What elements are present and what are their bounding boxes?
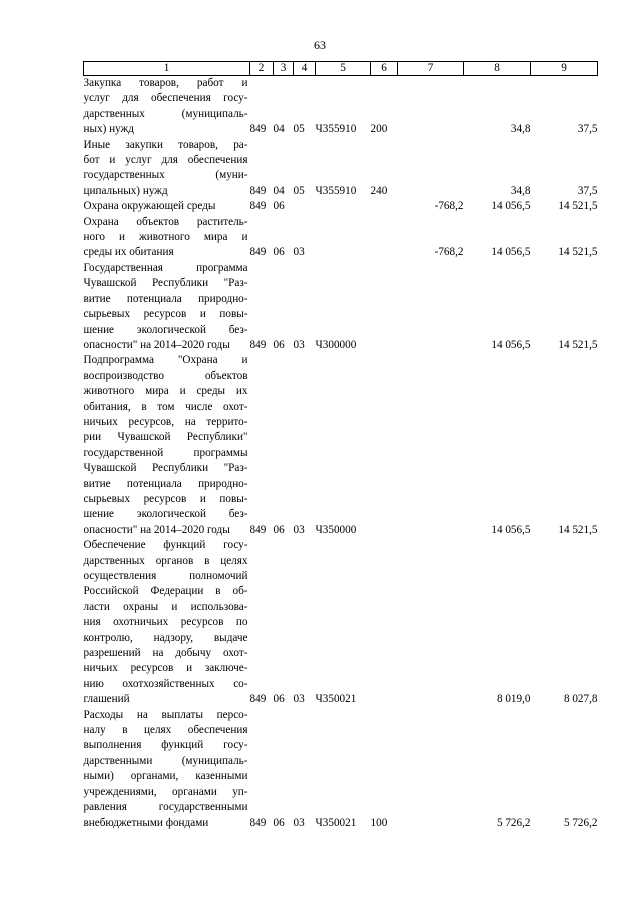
cell-amount-change: -768,2: [434, 200, 464, 213]
cell-amount-year2: 14 521,5: [558, 523, 598, 536]
description-line: опасности" на 2014–2020 годы: [83, 338, 230, 351]
table-row: [84, 138, 598, 200]
cell-pr: 05: [293, 184, 305, 197]
cell-rz: 04: [273, 123, 285, 136]
description-line: Обеспечение функций госу-: [83, 539, 248, 552]
description-line: воспроизводство объектов: [83, 369, 248, 382]
table-row: [84, 708, 598, 831]
cell-csr: Ч355910: [315, 123, 357, 136]
cell-vr: [371, 199, 398, 214]
description-line: учреждениями, органами уп-: [83, 785, 248, 798]
cell-amount-year2: 37,5: [577, 123, 598, 136]
column-header-7: 7: [398, 62, 464, 76]
description-line: шение экологической без-: [83, 508, 248, 521]
cell-amount-year2: 5 726,2: [563, 816, 598, 829]
column-header-5: 5: [316, 62, 371, 76]
cell-pr: 03: [293, 693, 305, 706]
cell-pr: 03: [293, 246, 305, 259]
description-line: среды их обитания: [83, 246, 174, 259]
cell-gr: 849: [249, 200, 267, 213]
cell-csr: [316, 199, 371, 214]
description-line: выполнения функций госу-: [83, 739, 248, 752]
cell-amount-change: [398, 353, 464, 538]
description-line: ными) органами, казенными: [83, 770, 248, 783]
row-description: [84, 138, 250, 200]
cell-gr: 849: [249, 693, 267, 706]
description-line: контролю, надзору, выдаче: [83, 631, 248, 644]
cell-csr: Ч350021: [315, 693, 357, 706]
cell-pr: 03: [293, 338, 305, 351]
description-line: ничьих ресурсов и заключе-: [83, 662, 248, 675]
cell-gr: 849: [249, 523, 267, 536]
cell-rz: 06: [273, 246, 285, 259]
cell-pr: [294, 199, 316, 214]
description-line: шение экологической без-: [83, 323, 248, 336]
description-line: услуг для обеспечения госу-: [83, 92, 248, 105]
description-line: Иные закупки товаров, ра-: [83, 138, 248, 151]
cell-csr: Ч350000: [315, 523, 357, 536]
row-description: [84, 538, 250, 707]
description-line: равления государственными: [83, 801, 248, 814]
cell-amount-year1: 34,8: [510, 123, 531, 136]
cell-vr: [371, 215, 398, 261]
cell-gr: 849: [249, 816, 267, 829]
cell-amount-year1: 14 056,5: [491, 200, 531, 213]
description-line: дарственными (муниципаль-: [83, 754, 248, 767]
cell-vr: [371, 353, 398, 538]
column-header-4: 4: [294, 62, 316, 76]
cell-amount-year1: 5 726,2: [496, 816, 531, 829]
description-line: ного и животного мира и: [83, 231, 248, 244]
column-header-1: 1: [84, 62, 250, 76]
cell-amount-year2: 14 521,5: [558, 246, 598, 259]
cell-csr: [316, 215, 371, 261]
cell-vr: 240: [370, 184, 388, 197]
description-line: государственной программы: [83, 446, 248, 459]
description-line: обитания, в том числе охот-: [83, 400, 248, 413]
cell-rz: 06: [273, 693, 285, 706]
description-line: нию охотхозяйственных со-: [83, 677, 248, 690]
table-row: [84, 538, 598, 707]
description-line: дарственных органов в целях: [83, 554, 248, 567]
row-description: [84, 708, 250, 831]
cell-csr: Ч355910: [315, 184, 357, 197]
description-line: Российской Федерации в об-: [83, 585, 248, 598]
description-line: Государственная программа: [83, 261, 248, 274]
row-description: [84, 76, 250, 138]
column-header-9: 9: [531, 62, 598, 76]
description-line: Охрана окружающей среды: [83, 200, 216, 213]
cell-rz: 04: [273, 184, 285, 197]
description-line: Чувашской Республики "Раз-: [83, 462, 248, 475]
cell-amount-year1: 14 056,5: [491, 246, 531, 259]
description-line: Охрана объектов раститель-: [83, 215, 248, 228]
table-row: [84, 353, 598, 538]
cell-amount-change: [398, 76, 464, 138]
description-line: витие потенциала природно-: [83, 477, 248, 490]
description-line: глашений: [83, 693, 130, 706]
description-line: дарственных (муниципаль-: [83, 107, 248, 120]
cell-pr: 03: [293, 816, 305, 829]
cell-rz: 06: [273, 816, 285, 829]
column-header-2: 2: [250, 62, 274, 76]
cell-amount-year2: 14 521,5: [558, 338, 598, 351]
cell-vr: [371, 538, 398, 707]
table-body: [84, 76, 598, 831]
description-line: сырьевых ресурсов и повы-: [83, 492, 248, 505]
description-line: витие потенциала природно-: [83, 292, 248, 305]
description-line: ничьих ресурсов, на террито-: [83, 415, 248, 428]
column-header-3: 3: [274, 62, 294, 76]
cell-csr: Ч300000: [315, 338, 357, 351]
description-line: осуществления полномочий: [83, 570, 248, 582]
cell-amount-year2: 8 027,8: [563, 693, 598, 706]
page-number: 63: [314, 38, 326, 52]
cell-amount-change: [398, 538, 464, 707]
cell-amount-year2: 37,5: [577, 184, 598, 197]
cell-amount-change: [398, 261, 464, 353]
cell-amount-year1: 14 056,5: [491, 523, 531, 536]
cell-amount-year1: 34,8: [510, 184, 531, 197]
cell-vr: [371, 261, 398, 353]
description-line: Закупка товаров, работ и: [83, 77, 248, 89]
cell-amount-change: [398, 138, 464, 200]
cell-vr: 100: [370, 816, 388, 829]
cell-pr: 05: [293, 123, 305, 136]
budget-table: [83, 61, 598, 831]
cell-rz: 06: [273, 338, 285, 351]
table-header-row: [84, 62, 598, 76]
description-line: животного мира и среды их: [83, 385, 248, 398]
cell-amount-change: [398, 708, 464, 831]
row-description: [84, 199, 250, 214]
row-description: [84, 215, 250, 261]
column-header-6: 6: [371, 62, 398, 76]
description-line: сырьевых ресурсов и повы-: [83, 308, 248, 321]
description-line: государственных (муни-: [83, 169, 248, 182]
table-row: [84, 261, 598, 353]
row-description: [84, 353, 250, 538]
cell-rz: 06: [273, 523, 285, 536]
cell-amount-change: -768,2: [434, 246, 464, 259]
table-row: [84, 199, 598, 214]
description-line: ных) нужд: [83, 123, 134, 136]
cell-rz: 06: [273, 200, 285, 213]
cell-gr: 849: [249, 184, 267, 197]
cell-pr: 03: [293, 523, 305, 536]
description-line: Расходы на выплаты персо-: [83, 708, 248, 721]
cell-amount-year1: 8 019,0: [496, 693, 531, 706]
description-line: ципальных) нужд: [83, 184, 168, 197]
description-line: внебюджетными фондами: [83, 816, 209, 829]
description-line: рии Чувашской Республики": [83, 431, 248, 444]
description-line: Чувашской Республики "Раз-: [83, 277, 248, 290]
cell-gr: 849: [249, 246, 267, 259]
table-row: [84, 76, 598, 138]
cell-gr: 849: [249, 123, 267, 136]
row-description: [84, 261, 250, 353]
cell-amount-year2: 14 521,5: [558, 200, 598, 213]
description-line: бот и услуг для обеспечения: [83, 154, 248, 167]
cell-vr: 200: [370, 123, 388, 136]
description-line: ласти охраны и использова-: [83, 600, 248, 613]
description-line: опасности" на 2014–2020 годы: [83, 523, 230, 536]
description-line: налу в целях обеспечения: [83, 724, 248, 737]
cell-gr: 849: [249, 338, 267, 351]
cell-amount-year1: 14 056,5: [491, 338, 531, 351]
description-line: ния охотничьих ресурсов по: [83, 616, 248, 629]
description-line: разрешений на добычу охот-: [83, 647, 248, 660]
cell-csr: Ч350021: [315, 816, 357, 829]
description-line: Подпрограмма "Охрана и: [83, 354, 248, 367]
table-row: [84, 215, 598, 261]
column-header-8: 8: [464, 62, 531, 76]
